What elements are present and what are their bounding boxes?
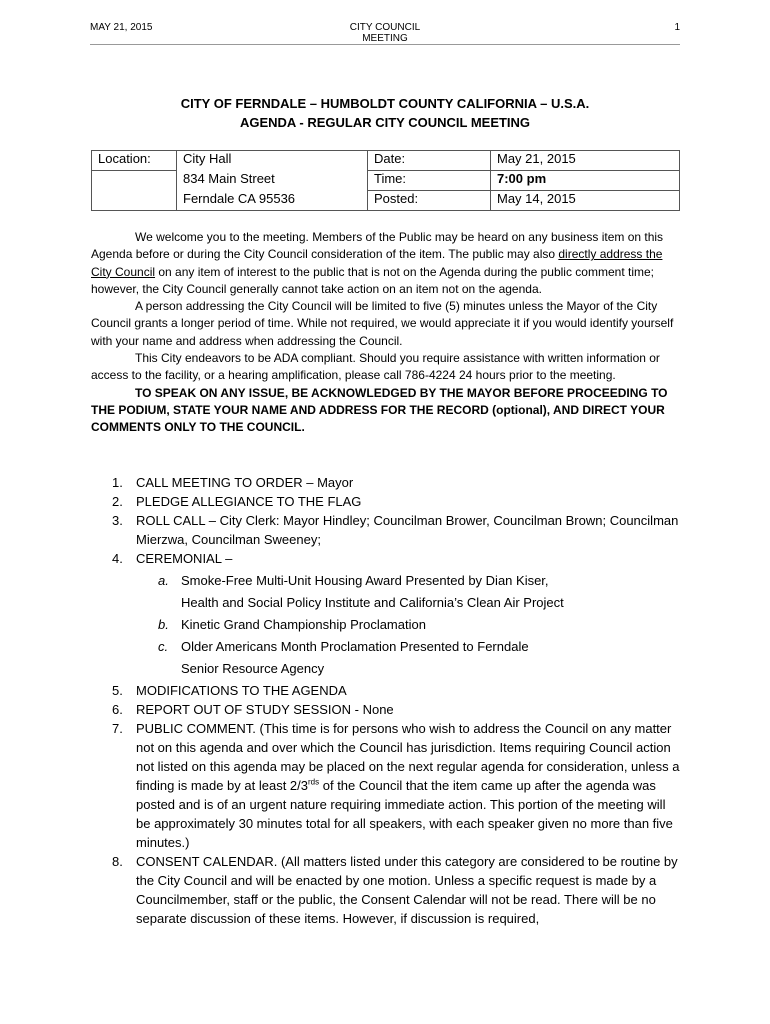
agenda-item: 5. MODIFICATIONS TO THE AGENDA <box>112 683 347 698</box>
agenda-item: 6. REPORT OUT OF STUDY SESSION - None <box>112 702 394 717</box>
intro-paragraph-2: A person addressing the City Council will be limited to five (5) minutes unless the Mayor of the City Council grants a longer period of time. While not required, we would appreciate it if you would identify yourself with your name and address when addressing the Council. <box>91 299 674 348</box>
page-number: 1 <box>674 22 680 33</box>
date-label: Date: <box>368 151 491 171</box>
agenda-item: 4. CEREMONIAL – <box>112 551 233 566</box>
agenda-item: 1. CALL MEETING TO ORDER – Mayor <box>112 475 354 490</box>
header-date: MAY 21, 2015 <box>90 22 153 33</box>
page-header <box>90 22 680 45</box>
location-label: Location: <box>92 151 177 171</box>
title-line-2: AGENDA - REGULAR CITY COUNCIL MEETING <box>239 115 531 130</box>
posted-label: Posted: <box>368 191 491 211</box>
agenda-list <box>112 473 682 928</box>
posted-value: May 14, 2015 <box>491 191 680 211</box>
agenda-item: 3. ROLL CALL – City Clerk: Mayor Hindley; Councilman Brower, Councilman Brown; Councilman Mierzwa, Councilman Sweeney; <box>112 513 679 547</box>
underlined-phrase: directly address the City Council <box>91 247 663 279</box>
document-titles <box>90 94 680 132</box>
intro-paragraph-1: We welcome you to the meeting. Members of the Public may be heard on any business item on this Agenda before or during the City Council consideration of the item. The public may also directly address the City Council on any item of interest to the public that is not on the Agenda during the public comment time; however, the City Council generally cannot take action on an item not on the agenda. <box>91 230 664 296</box>
intro-paragraph-3: This City endeavors to be ADA compliant. Should you require assistance with written information or access to the facility, or a hearing amplification, please call 786-4224 24 hours prior to the meeting. <box>91 351 660 383</box>
meeting-info-table <box>91 150 680 211</box>
location-line-1: City Hall <box>177 151 368 171</box>
ceremonial-subitem: a. Smoke-Free Multi-Unit Housing Award Presented by Dian Kiser, Health and Social Policy Institute and California’s Clean Air Project <box>158 573 564 610</box>
date-value: May 21, 2015 <box>491 151 680 171</box>
agenda-item: 2. PLEDGE ALLEGIANCE TO THE FLAG <box>112 494 362 509</box>
intro-text <box>91 229 681 437</box>
title-line-1: CITY OF FERNDALE – HUMBOLDT COUNTY CALIFORNIA – U.S.A. <box>180 96 590 111</box>
agenda-item: 8. CONSENT CALENDAR. (All matters listed under this category are considered to be routine by the City Council and will be enacted by one motion. Unless a specific request is made by a Councilmember, staff or the public, the Consent Calendar will not be read. There will be no separate discussion of these items. However, if discussion is required, <box>112 854 678 926</box>
agenda-item: 7. PUBLIC COMMENT. (This time is for persons who wish to address the Council on any matter not on this agenda and over which the Council has jurisdiction. Items requiring Council action not listed on this agenda may be placed on the next regular agenda for consideration, unless a finding is made by at least $2/3^{rds}$ of the Council that the item came up after the agenda was posted and is of an urgent nature requiring immediate action. This portion of the meeting will be approximately 30 minutes total for all speakers, with each speaker given no more than five minutes.) <box>112 721 680 850</box>
location-line-3: Ferndale CA 95536 <box>177 191 368 211</box>
header-title: CITY COUNCIL MEETING <box>349 22 421 44</box>
time-value: 7:00 pm <box>491 171 680 191</box>
time-label: Time: <box>368 171 491 191</box>
ceremonial-subitem: c. Older Americans Month Proclamation Presented to Ferndale Senior Resource Agency <box>158 639 529 676</box>
location-line-2: 834 Main Street <box>177 171 368 191</box>
intro-paragraph-4: TO SPEAK ON ANY ISSUE, BE ACKNOWLEDGED BY THE MAYOR BEFORE PROCEEDING TO THE PODIUM, STATE YOUR NAME AND ADDRESS FOR THE RECORD (optional), AND DIRECT YOUR COMMENTS ONLY TO THE COUNCIL. <box>91 385 668 435</box>
ceremonial-subitem: b. Kinetic Grand Championship Proclamation <box>158 617 426 632</box>
